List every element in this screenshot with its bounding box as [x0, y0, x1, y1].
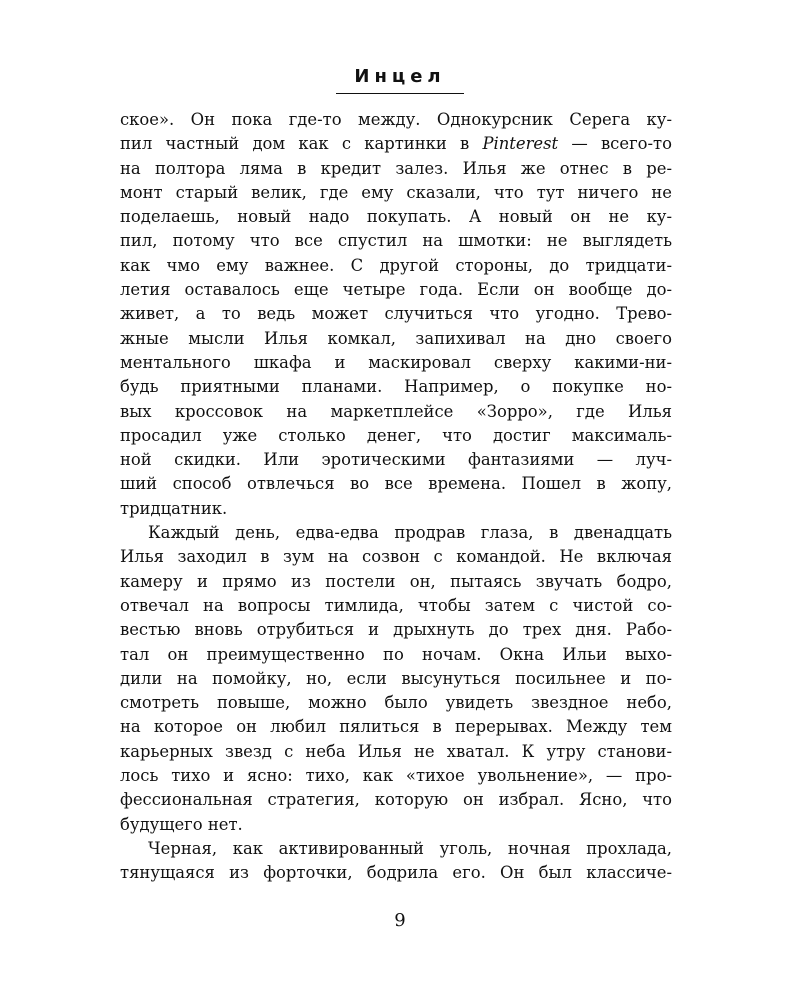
text-line: будь приятными планами. Например, о покупке но-	[120, 377, 672, 397]
text-line: дили на помойку, но, если высунуться посильнее и по-	[120, 668, 672, 688]
text-line: отвечал на вопросы тимлида, чтобы затем с чистой со-	[120, 595, 672, 615]
text-line: фессиональная стратегия, которую он избрал. Ясно, что	[120, 790, 672, 810]
text-line: смотреть повыше, можно было увидеть звездное небо,	[120, 693, 672, 713]
paragraph-first-line: Каждый день, едва-едва продрав глаза, в двенадцать	[148, 523, 672, 543]
text-line: поделаешь, новый надо покупать. А новый он не ку-	[120, 207, 672, 227]
text-line: жные мысли Илья комкал, запихивал на дно своего	[120, 328, 672, 348]
text-line: тал он преимущественно по ночам. Окна Ильи выхо-	[120, 644, 672, 664]
text-line: как чмо ему важнее. С другой стороны, до тридцати-	[120, 255, 672, 275]
text-line: на полтора ляма в кредит залез. Илья же отнес в ре-	[120, 158, 672, 178]
text-line: ной скидки. Или эротическими фантазиями — луч-	[120, 450, 672, 470]
running-head	[0, 66, 800, 94]
text-line: карьерных звезд с неба Илья не хватал. К утру станови-	[120, 741, 672, 761]
text-line: монт старый велик, где ему сказали, что тут ничего не	[120, 182, 672, 202]
text-line: ментального шкафа и маскировал сверху какими-ни-	[120, 352, 672, 372]
text-line: Илья заходил в зум на созвон с командой. Не включая	[120, 547, 672, 567]
text-line: ший способ отвлечься во все времена. Пошел в жопу,	[120, 474, 672, 494]
text-line: тянущаяся из форточки, бодрила его. Он был классиче-	[120, 863, 672, 883]
text-line: вых кроссовок на маркетплейсе «Зорро», где Илья	[120, 401, 672, 421]
text-line	[120, 132, 672, 156]
paragraph-end-line: будущего нет.	[120, 814, 243, 834]
body-text	[120, 108, 672, 886]
text-line: вестью вновь отрубиться и дрыхнуть до трех дня. Рабо-	[120, 620, 672, 640]
text-line: просадил уже столько денег, что достиг максималь-	[120, 425, 672, 445]
page-number: 9	[394, 910, 406, 931]
text-line: пил, потому что все спустил на шмотки: не выглядеть	[120, 231, 672, 251]
paragraph-first-line: Черная, как активированный уголь, ночная прохлада,	[148, 838, 672, 858]
text-line: летия оставалось еще четыре года. Если он вообще до-	[120, 280, 672, 300]
paragraph-end-line: тридцатник.	[120, 498, 228, 518]
text-line: живет, а то ведь может случиться что угодно. Трево-	[120, 304, 672, 324]
text-fragment: пил частный дом как с картинки в	[120, 134, 483, 154]
running-head-title: Инцел	[336, 66, 463, 94]
text-line: лось тихо и ясно: тихо, как «тихое увольнение», — про-	[120, 766, 672, 786]
text-fragment: — всего-то	[558, 134, 672, 154]
text-line: камеру и прямо из постели он, пытаясь звучать бодро,	[120, 571, 672, 591]
text-line: ское». Он пока где-то между. Однокурсник Серега ку-	[120, 110, 672, 129]
text-line: на которое он любил пялиться в перерывах. Между тем	[120, 717, 672, 737]
italic-brand-name: Pinterest	[482, 134, 559, 154]
